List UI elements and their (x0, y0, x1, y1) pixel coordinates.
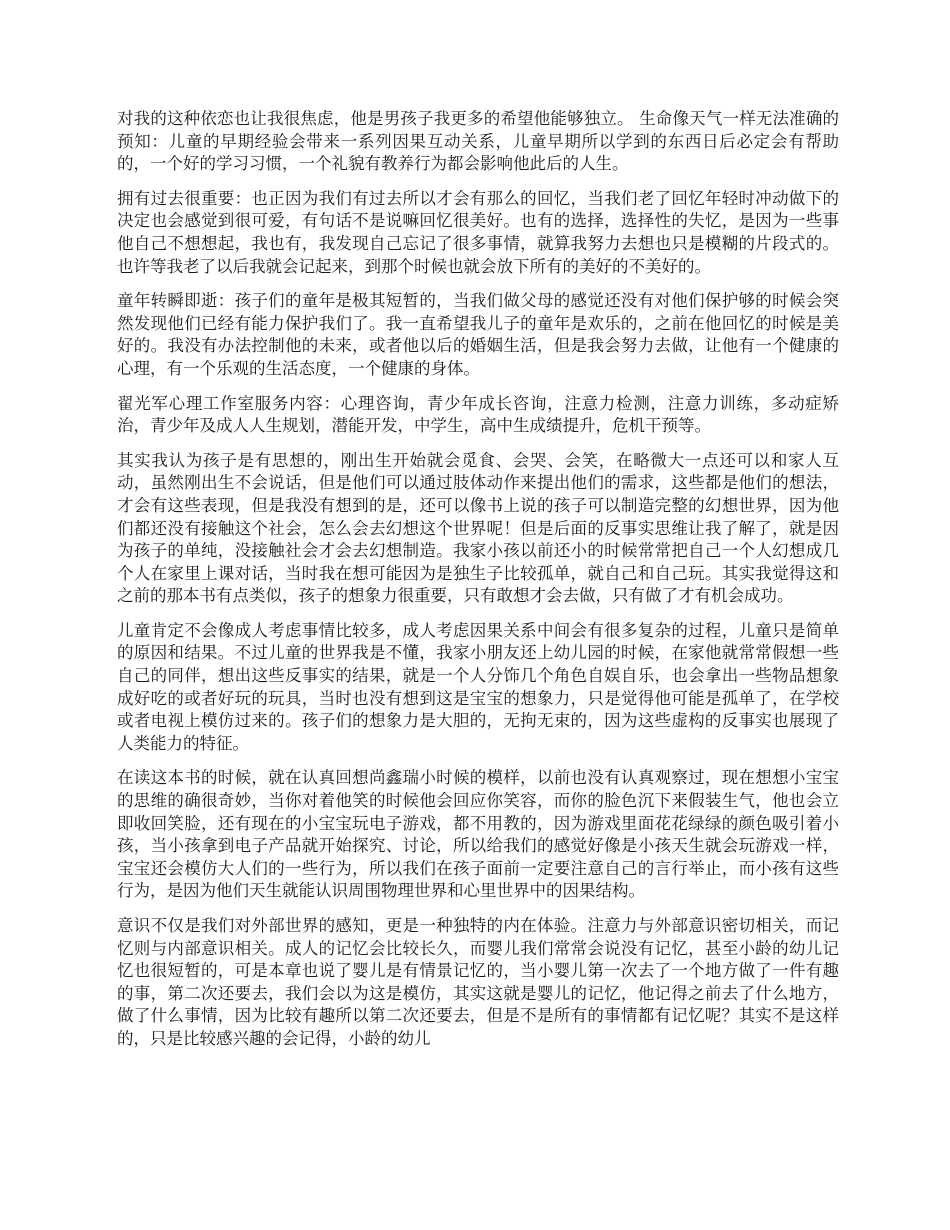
paragraph-6: 儿童肯定不会像成人考虑事情比较多，成人考虑因果关系中间会有很多复杂的过程，儿童只是简单的原因和结果。不过儿童的世界我是不懂，我家小朋友还上幼儿园的时候，在家他就常常假想一些自己的同伴，想出这些反事实的结果，就是一个人分饰几个角色自娱自乐，也会拿出一些物品想象成好吃的或者好玩的玩具，当时也没有想到这是宝宝的想象力，只是觉得他可能是孤单了，在学校或者电视上模仿过来的。孩子们的想象力是大胆的，无拘无束的，因为这些虚构的反事实也展现了人类能力的特征。 (117, 620, 839, 753)
paragraph-3: 童年转瞬即逝：孩子们的童年是极其短暂的，当我们做父母的感觉还没有对他们保护够的时候会突然发现他们已经有能力保护我们了。我一直希望我儿子的童年是欢乐的，之前在他回忆的时候是美好的。我没有办法控制他的未来，或者他以后的婚姻生活，但是我会努力去做，让他有一个健康的心理，有一个乐观的生活态度，一个健康的身体。 (117, 291, 839, 378)
paragraph-5: 其实我认为孩子是有思想的，刚出生开始就会觅食、会哭、会笑，在略微大一点还可以和家人互动，虽然刚出生不会说话，但是他们可以通过肢体动作来提出他们的需求，这些都是他们的想法，才会有这些表现，但是我没有想到的是，还可以像书上说的孩子可以制造完整的幻想世界，因为他们都还没有接触这个社会，怎么会去幻想这个世界呢！但是后面的反事实思维让我了解了，就是因为孩子的单纯，没接触社会才会去幻想制造。我家小孩以前还小的时候常常把自己一个人幻想成几个人在家里上课对话，当时我在想可能因为是独生子比较孤单，就自己和自己玩。其实我觉得这和之前的那本书有点类似，孩子的想象力很重要，只有敢想才会去做，只有做了才有机会成功。 (117, 450, 839, 606)
paragraph-4: 翟光军心理工作室服务内容：心理咨询，青少年成长咨询，注意力检测，注意力训练，多动症矫治，青少年及成人人生规划，潜能开发，中学生，高中生成绩提升，危机干预等。 (117, 393, 839, 436)
paragraph-7: 在读这本书的时候，就在认真回想尚鑫瑞小时候的模样，以前也没有认真观察过，现在想想小宝宝的思维的确很奇妙，当你对着他笑的时候他会回应你笑容，而你的脸色沉下来假装生气，他也会立即收回笑脸，还有现在的小宝宝玩电子游戏，都不用教的，因为游戏里面花花绿绿的颜色吸引着小孩，当小孩拿到电子产品就开始探究、讨论，所以给我们的感觉好像是小孩天生就会玩游戏一样，宝宝还会模仿大人们的一些行为，所以我们在孩子面前一定要注意自己的言行举止，而小孩有这些行为，是因为他们天生就能认识周围物理世界和心里世界中的因果结构。 (117, 768, 839, 901)
paragraph-1: 对我的这种依恋也让我很焦虑，他是男孩子我更多的希望他能够独立。 生命像天气一样无法准确的预知：儿童的早期经验会带来一系列因果互动关系，儿童早期所以学到的东西日后必定会有帮助的，一个好的学习习惯，一个礼貌有教养行为都会影响他此后的人生。 (117, 109, 839, 174)
document-page (117, 108, 839, 1063)
paragraph-8: 意识不仅是我们对外部世界的感知，更是一种独特的内在体验。注意力与外部意识密切相关，而记忆则与内部意识相关。成人的记忆会比较长久，而婴儿我们常常会说没有记忆，甚至小龄的幼儿记忆也很短暂的，可是本章也说了婴儿是有情景记忆的，当小婴儿第一次去了一个地方做了一件有趣的事，第二次还要去，我们会以为这是模仿，其实这就是婴儿的记忆，他记得之前去了什么地方，做了什么事情，因为比较有趣所以第二次还要去，但是不是所有的事情都有记忆呢？其实不是这样的，只是比较感兴趣的会记得，小龄的幼儿 (117, 916, 839, 1048)
paragraph-2: 拥有过去很重要：也正因为我们有过去所以才会有那么的回忆，当我们老了回忆年轻时冲动做下的决定也会感觉到很可爱，有句话不是说嘛回忆很美好。也有的选择，选择性的失忆，是因为一些事他自己不想想起，我也有，我发现自己忘记了很多事情，就算我努力去想也只是模糊的片段式的。也许等我老了以后我就会记起来，到那个时候也就会放下所有的美好的不美好的。 (117, 188, 839, 276)
